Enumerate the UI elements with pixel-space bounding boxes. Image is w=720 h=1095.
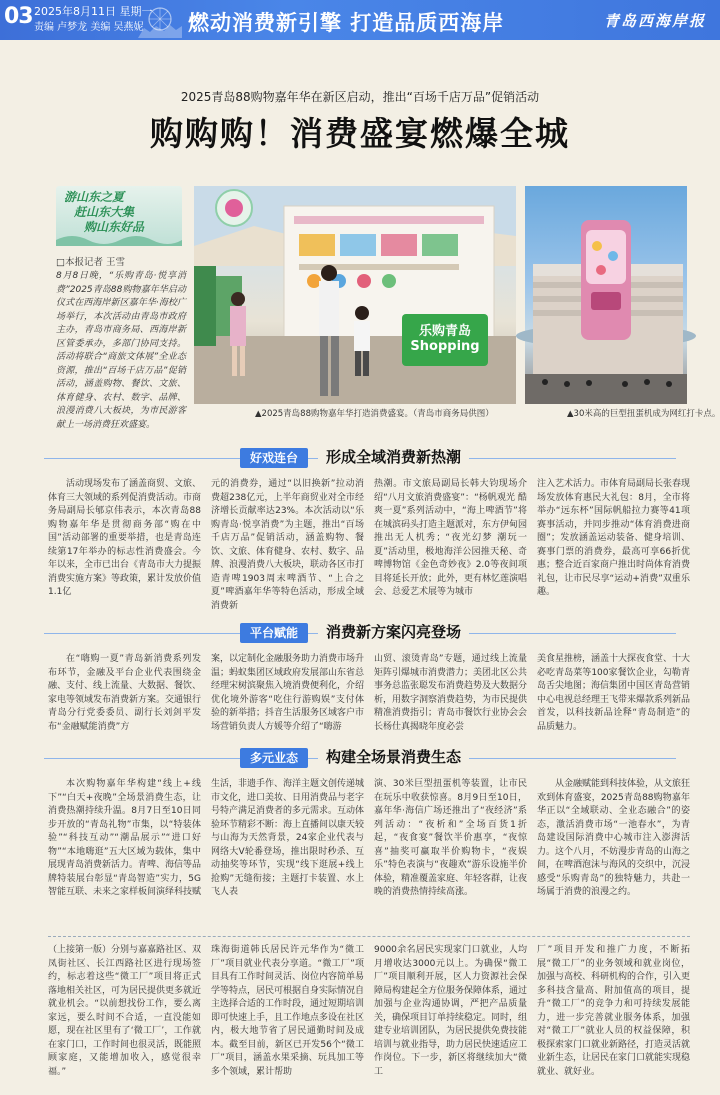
section-3-title: 构建全场景消费生态	[318, 746, 469, 768]
section-3-header	[0, 747, 720, 769]
section-1-header	[0, 447, 720, 469]
section-1-column-3	[374, 478, 527, 610]
masthead	[0, 0, 720, 40]
section-2-text-2: 案，以定制化金融服务助力消费市场升温；蚂蚁集团区域政府发展部山东省总经理宋树滨聚焦入境消费便利化，介绍优化境外游客“吃住行游购娱”支付体验的新举措；抖音生活服务区域客户市场营销负责人方媛等介绍了“嗨游	[211, 654, 365, 732]
banner-line-1: 游山东之夏	[64, 190, 125, 204]
issue-date: 2025年8月11日 星期一	[34, 5, 153, 18]
banner-line-3: 购山东好品	[84, 220, 145, 234]
section-3-text-1: 本次购物嘉年华构建“线上+线下”“白天+夜晚”全场景消费生态，让消费热潮持续升温。8月7日至10日同步开放的“青岛礼物”市集，以“特装体验”“科技互动”“潮品展示”“进口好物”“本地嗨逛”五大区域为载体，集中展现青岛消费新活力。青啤、海信等品牌特装展台彰显“青岛智造”实力，5G智能互联、未来之家样板间演绎科技赋	[48, 779, 202, 897]
section-2-body	[48, 653, 690, 737]
section-2-title: 消费新方案闪亮登场	[318, 621, 469, 643]
byline: □本报记者 王雪	[56, 257, 125, 268]
section-3-column-2	[211, 778, 364, 928]
ferris-wheel-icon	[138, 4, 182, 38]
promo-banner	[56, 186, 182, 246]
continuation-column-3	[374, 944, 527, 1084]
section-3-column-3	[374, 778, 527, 928]
continuation-text-2: 珠海街道韩氏居民许元华作为“微工厂”项目就业代表分享道。“微工厂”项目具有工作时间灵活、岗位内容简单易学等特点，居民可根据自身实际情况自主选择合适的工作时段，通过短期培训即可快速上手，且工作地点多设在社区内，极大地节省了居民通勤时间及成本。截至目前，新区已开发56个“微工厂”项目，涵盖水果采摘、玩具加工等多个领域，累计帮助	[211, 945, 365, 1077]
section-1-tag: 好戏连台	[240, 448, 308, 468]
banner-line-2: 赶山东大集	[74, 205, 135, 219]
section-2-text-1: 在“嗨购一夏”青岛新消费系列发布环节，金融及平台企业代表围绕金融、支付、线上流量、大数据、餐饮、家电等领域发布消费新方案。交通银行青岛分行党委委员、副行长刘剑平发布“金融赋能消费”方	[48, 654, 202, 732]
continuation-column-1	[48, 944, 201, 1084]
continuation-text-1: （上接第一版）分别与嘉嘉路社区、双凤街社区、长江西路社区进行现场签约，标志着这些“微工厂”项目将正式落地相关社区，可为居民提供更多就近就业机会。“以前想找份工作，要么离家远，要么时间不合适，一直没能如愿，现在社区里有了‘微工厂’，工作就在家门口，工作时间也很灵活，既能照顾家庭，又能增加收入，感觉很幸福。”	[48, 945, 202, 1077]
section-1-body	[48, 478, 690, 610]
photo1-caption: ▲2025青岛88购物嘉年华打造消费盛宴。（青岛市商务局供图）	[255, 409, 494, 419]
section-2-column-3	[374, 653, 527, 737]
banner-wave-decoration	[56, 230, 182, 246]
section-3-body	[48, 778, 690, 928]
section-2-text-4: 美食星推榜，涵盖十大探夜食堂、十大必吃青岛菜等100家餐饮企业，勾勒青岛舌尖地图；海信集团中国区青岛营销中心电视总经理王飞带来爆款系列新品首发，以科技新品诠释“青岛制造”的品质魅力。	[537, 654, 691, 732]
building-scene-illustration	[525, 186, 687, 404]
article-kicker: 2025青岛88购物嘉年华在新区启动，推出“百场千店万品”促销活动	[180, 90, 540, 104]
event-scene-illustration	[194, 186, 516, 404]
section-title: 燃动消费新引擎 打造品质西海岸	[188, 11, 505, 35]
photo2-caption: ▲30米高的巨型扭蛋机成为网红打卡点。	[567, 409, 720, 419]
section-2-header	[0, 622, 720, 644]
section-1-text-4: 注入艺术活力。市体育局副局长张春现场发放体育惠民大礼包：8月，全市将举办“远东杯”国际帆船拉力赛等41项赛事活动，并同步推动“体育消费进商圈”；发放涵盖运动装备、健身培训、赛事门票的消费券，最高可享66折优惠；整合近百家商户推出时尚体育消费礼包，让市民尽享“运动+消费”双重乐趣。	[537, 479, 691, 597]
continuation-column-4	[537, 944, 690, 1084]
continuation-column-2	[211, 944, 364, 1084]
shopping-sign-text: 乐购青岛 Shopping	[410, 324, 480, 354]
section-2-text-3: 山贸、滚烫青岛”专题，通过线上流量矩阵引爆城市消费潜力；美团北区公共事务总监张聪发布消费趋势及大数据分析，用数字洞察消费趋势，为市民提供精准消费指引；青岛市餐饮行业协会会长杨仕真揭晓年度必尝	[374, 654, 528, 732]
event-photo	[194, 186, 516, 404]
page-number: 03	[4, 4, 33, 29]
continuation-text-3: 9000余名居民实现家门口就业，人均月增收达3000元以上。为确保“微工厂”项目顺利开展，区人力资源社会保障局构建起全方位服务保障体系，通过加强与企业沟通协调，严把产品质量关，确保项目订单持续稳定。同时，组建专业培训团队，为居民提供免费技能培训与就业指导，助力居民快速适应工作岗位。下一步，新区将继续加大“微工	[374, 945, 528, 1077]
section-2-column-4	[537, 653, 690, 737]
section-3-text-3: 演、30米巨型扭蛋机等装置，让市民在玩乐中收获惊喜。8月9日至10日，嘉年华·海信广场还推出了“夜经济”系列活动：“夜析和”全场百货1折起，“夜食宴”餐饮半价惠享，“夜惊喜”抽奖可赢取半价购物卡，“夜娱乐”特色表演与“夜趣欢”游乐设施半价体验，精准覆盖家庭、年轻客群，让夜晚的消费热情持续高涨。	[374, 779, 528, 897]
section-1-column-4	[537, 478, 690, 610]
section-3-column-1	[48, 778, 201, 928]
section-3-text-4: 从金融赋能到科技体验，从文旅狂欢到体育盛宴，2025青岛88购物嘉年华正以“全域联动、全业态融合”的姿态，激活消费市场“一池春水”，为青岛建设国际消费中心城市注入澎湃活力。这个八月，不妨漫步青岛的山海之间，在啤酒泡沫与海风的交织中，沉浸感受“乐购青岛”的独特魅力，共赴一场属于消费的浪漫之约。	[537, 779, 691, 897]
editors-credit: 责编 卢梦龙 美编 吴燕妮	[34, 22, 144, 33]
section-1-column-2	[211, 478, 364, 610]
section-3-tag: 多元业态	[240, 748, 308, 768]
section-1-title: 形成全域消费新热潮	[318, 446, 469, 468]
section-1-text-2: 元的消费券，通过“以旧换新”拉动消费超238亿元，上半年商贸业对全市经济增长贡献率达23%。本次活动以“乐购青岛·悦享消费”为主题，推出“百场千店万品”促销活动，涵盖购物、餐饮、文旅、体育健身、农村、数字、品牌、浪漫消费八大板块，联动各区市打造青啤1903周末啤酒节、“上合之夏”啤酒嘉年华等特色活动，形成全域消费新	[211, 479, 365, 611]
continuation-text-4: 厂”项目开发和推广力度，不断拓展“微工厂”的业务领域和就业岗位，加强与高校、科研机构的合作，引入更多科技含量高、附加值高的项目，提升“微工厂”的竞争力和可持续发展能力，进一步完善就业服务体系，加强对“微工厂”就业人员的权益保障，积极探索家门口就业新路径，打造灵活就业新生态，让居民在家门口就能实现稳就业、就好业。	[537, 945, 691, 1077]
section-1-text-1: 活动现场发布了涵盖商贸、文旅、体育三大领域的系列促消费活动。市商务局副局长郇京伟表示，本次青岛88购物嘉年华是贯彻商务部“购在中国”活动部署的重要举措，也是青岛连续第17年举办的标志性消费盛会。今年以来，全市已出台《青岛市大力提振消费实施方案》等政策，累计发放价值1.1亿	[48, 479, 202, 597]
section-2-column-2	[211, 653, 364, 737]
lead-paragraph: 8月8日晚，“乐购青岛·悦享消费”2025青岛88购物嘉年华启动仪式在西海岸新区嘉年华·海校广场举行，本次活动由青岛市政府主办，青岛市商务局、西海岸新区管委承办，多部门协同支持。活动将联合“商旅文体展”全业态资源，推出“百场千店万品”促销活动，涵盖购物、餐饮、文旅、体育健身、农村、数字、品牌、浪漫消费八大板块，为市民游客献上一场消费狂欢盛宴。	[56, 271, 186, 430]
section-3-text-2: 生活，非遗手作、海洋主题文创传递城市文化，进口美妆、日用消费品与老字号特产满足消费者的多元需求。互动体验环节精彩不断：海上直播间以康天较与山海为天然背景，24家企业代表与网络大V轮番登场，推出限时秒杀、互动抽奖等环节，实现“线下逛展+线上抢购”无缝衔接；主题打卡装置、水上飞人表	[211, 779, 365, 897]
gacha-machine-photo	[525, 186, 687, 404]
section-1-text-3: 热潮。市文旅局副局长韩大钧现场介绍“八月文旅消费盛宴”：“杨帆观光 酷爽一夏”系列活动中，“海上啤酒节”将在城滨码头打造主题派对，东方伊甸园推出无人机秀；“夜光幻梦 潮玩一夏”活动里，极地海洋公园推天秘、奇啤博物馆《金色奇妙夜》2.0等夜间项目将延长开放；此外，更有林忆莲演唱会、总爱艺术展等为城市	[374, 479, 528, 597]
article-divider	[48, 936, 690, 937]
paper-logo: 青岛西海岸报	[603, 12, 706, 30]
article-headline: 购购购！消费盛宴燃爆全城	[150, 114, 570, 153]
continuation-body	[48, 944, 690, 1084]
section-2-tag: 平台赋能	[240, 623, 308, 643]
section-1-column-1	[48, 478, 201, 610]
section-2-column-1	[48, 653, 201, 737]
section-3-column-4	[537, 778, 690, 928]
